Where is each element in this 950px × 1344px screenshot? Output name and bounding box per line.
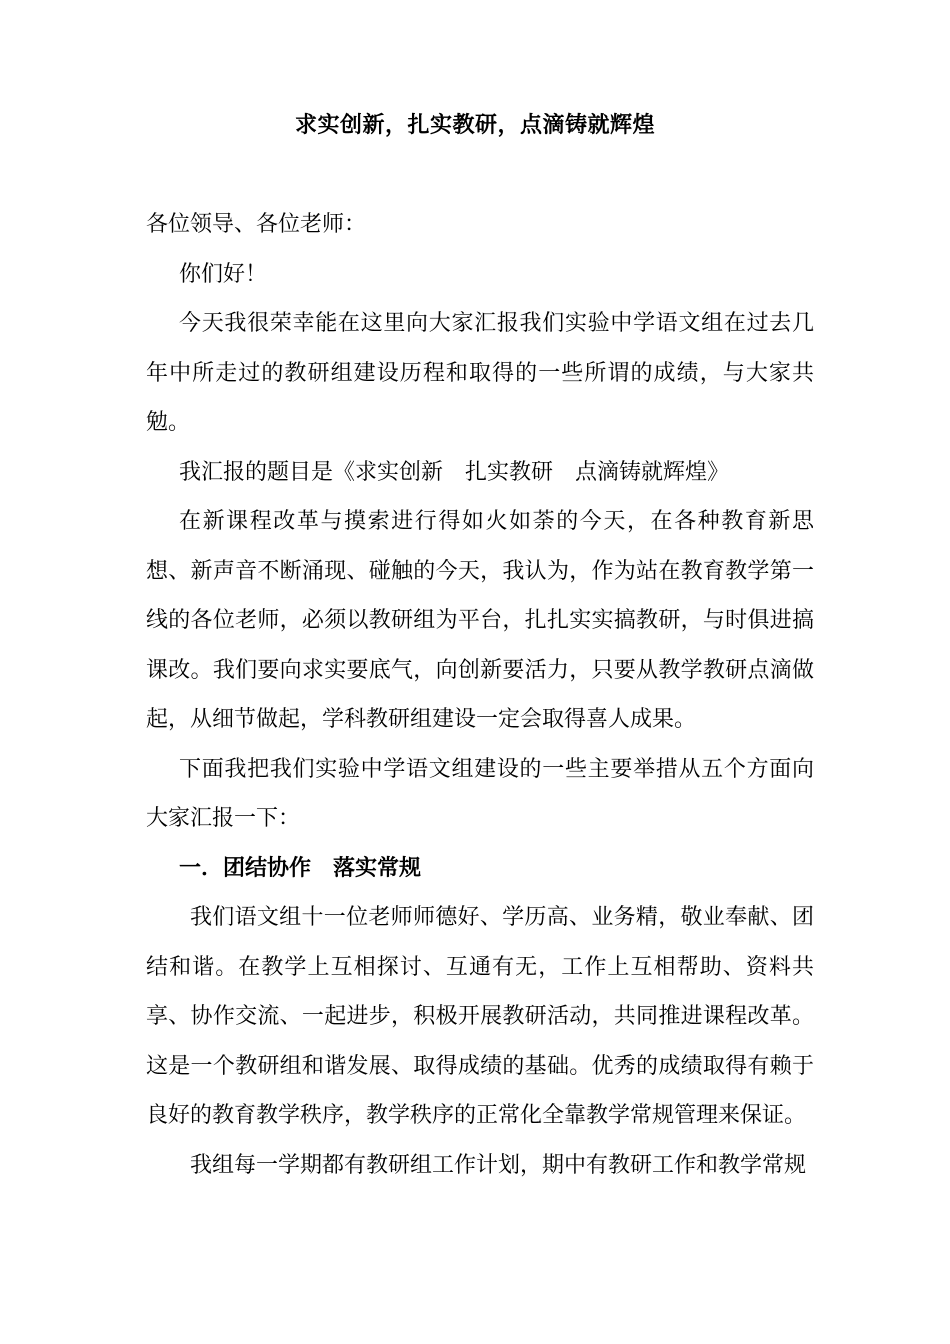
greeting: 你们好！	[179, 261, 268, 287]
paragraph: 在新课程改革与摸索进行得如火如荼的今天，在各种教育新思想、新声音不断涌现、碰触的今天，我认为，作为站在教育教学第一线的各位老师，必须以教研组为平台，扎扎实实搞教研，与时俱进搞课改。我们要向求实要底气，向创新要活力，只要从教学教研点滴做起，从细节做起，学科教研组建设一定会取得喜人成果。	[146, 509, 814, 732]
paragraph: 下面我把我们实验中学语文组建设的一些主要举措从五个方面向大家汇报一下：	[146, 756, 814, 831]
salutation: 各位领导、各位老师：	[146, 212, 367, 237]
section-heading: 一．团结协作 落实常规	[179, 854, 422, 881]
paragraph: 我们语文组十一位老师师德好、学历高、业务精，敬业奉献、团结和谐。在教学上互相探讨、互通有无，工作上互相帮助、资料共享、协作交流、一起进步，积极开展教研活动，共同推进课程改革。这是一个教研组和谐发展、取得成绩的基础。优秀的成绩取得有赖于良好的教育教学秩序，教学秩序的正常化全靠教学常规管理来保证。	[146, 905, 814, 1128]
paragraph: 我汇报的题目是《求实创新 扎实教研 点滴铸就辉煌》	[179, 459, 730, 485]
paragraph: 我组每一学期都有教研组工作计划，期中有教研工作和教学常规	[190, 1152, 807, 1178]
document-body	[146, 200, 814, 1190]
document-title: 求实创新，扎实教研，点滴铸就辉煌	[294, 112, 655, 138]
paragraph: 今天我很荣幸能在这里向大家汇报我们实验中学语文组在过去几年中所走过的教研组建设历程和取得的一些所谓的成绩，与大家共勉。	[146, 311, 814, 435]
